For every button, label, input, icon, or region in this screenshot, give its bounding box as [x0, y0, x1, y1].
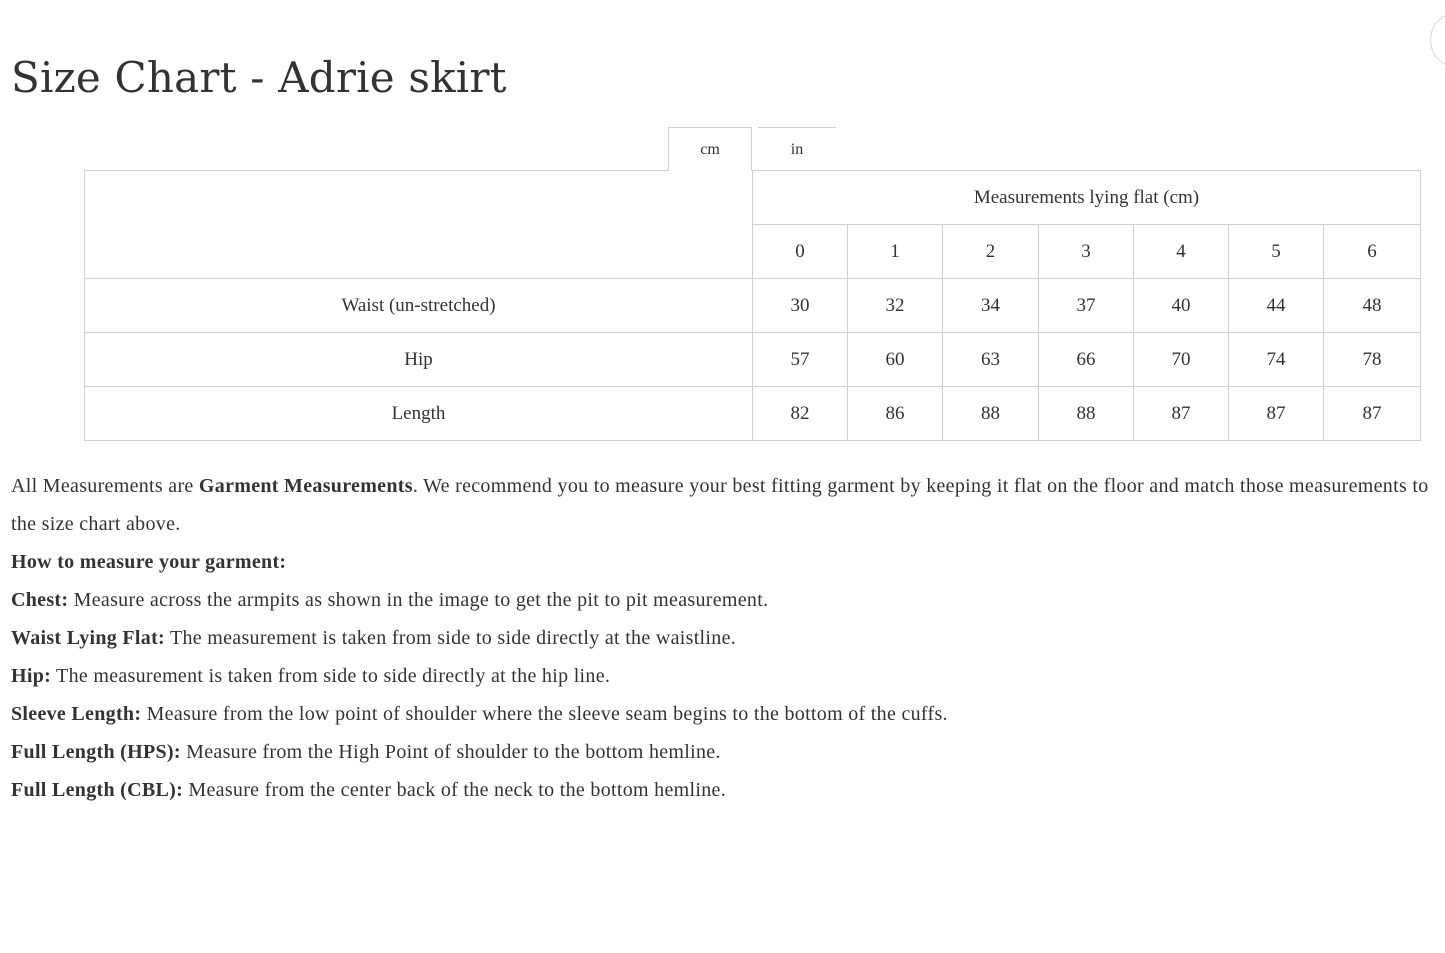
table-cell: 48 [1324, 279, 1421, 333]
size-chart-table [84, 170, 1421, 441]
table-row [85, 387, 1421, 441]
unit-tabs [668, 127, 836, 171]
table-cell: 87 [1229, 387, 1324, 441]
instruction-waist: Waist Lying Flat: The measurement is taken from side to side directly at the waistline. [11, 627, 737, 649]
page-title: Size Chart - Adrie skirt [11, 53, 507, 102]
close-button[interactable] [1430, 12, 1445, 68]
instruction-sleeve: Sleeve Length: Measure from the low point of shoulder where the sleeve seam begins to the bottom of the cuffs. [11, 703, 948, 725]
instruction-hip: Hip: The measurement is taken from side to side directly at the hip line. [11, 665, 611, 687]
size-header: 6 [1324, 225, 1421, 279]
table-cell: 34 [943, 279, 1039, 333]
intro-paragraph: All Measurements are Garment Measurements. We recommend you to measure your best fitting garment by keeping it flat on the floor and match those measurements to the size chart above. [11, 475, 1429, 535]
table-cell: 30 [753, 279, 848, 333]
table-cell: 40 [1134, 279, 1229, 333]
table-cell: 87 [1134, 387, 1229, 441]
table-cell: 86 [848, 387, 943, 441]
garment-measurements-emphasis: Garment Measurements [198, 475, 413, 497]
table-row [85, 279, 1421, 333]
row-label: Waist (un-stretched) [85, 279, 753, 333]
size-header: 4 [1134, 225, 1229, 279]
table-cell: 63 [943, 333, 1039, 387]
table-cell: 70 [1134, 333, 1229, 387]
table-cell: 32 [848, 279, 943, 333]
table-cell: 87 [1324, 387, 1421, 441]
size-header: 2 [943, 225, 1039, 279]
table-row [85, 333, 1421, 387]
table-cell: 82 [753, 387, 848, 441]
table-cell: 74 [1229, 333, 1324, 387]
instruction-full-length-hps: Full Length (HPS): Measure from the High Point of shoulder to the bottom hemline. [11, 741, 721, 763]
measurement-info [11, 467, 1436, 809]
table-corner-cell [85, 171, 753, 279]
measurements-header: Measurements lying flat (cm) [753, 171, 1421, 225]
table-cell: 66 [1039, 333, 1134, 387]
row-label: Length [85, 387, 753, 441]
tab-cm[interactable]: cm [668, 127, 752, 171]
how-to-heading: How to measure your garment: [11, 551, 287, 573]
row-label: Hip [85, 333, 753, 387]
size-header: 0 [753, 225, 848, 279]
tab-in[interactable]: in [758, 127, 836, 171]
instruction-full-length-cbl: Full Length (CBL): Measure from the center back of the neck to the bottom hemline. [11, 779, 726, 801]
size-header: 3 [1039, 225, 1134, 279]
table-cell: 57 [753, 333, 848, 387]
size-header: 1 [848, 225, 943, 279]
table-cell: 60 [848, 333, 943, 387]
table-cell: 44 [1229, 279, 1324, 333]
table-cell: 88 [1039, 387, 1134, 441]
table-cell: 78 [1324, 333, 1421, 387]
instruction-chest: Chest: Measure across the armpits as shown in the image to get the pit to pit measurement. [11, 589, 769, 611]
table-cell: 37 [1039, 279, 1134, 333]
table-cell: 88 [943, 387, 1039, 441]
size-header: 5 [1229, 225, 1324, 279]
table-group-header-row [85, 171, 1421, 225]
